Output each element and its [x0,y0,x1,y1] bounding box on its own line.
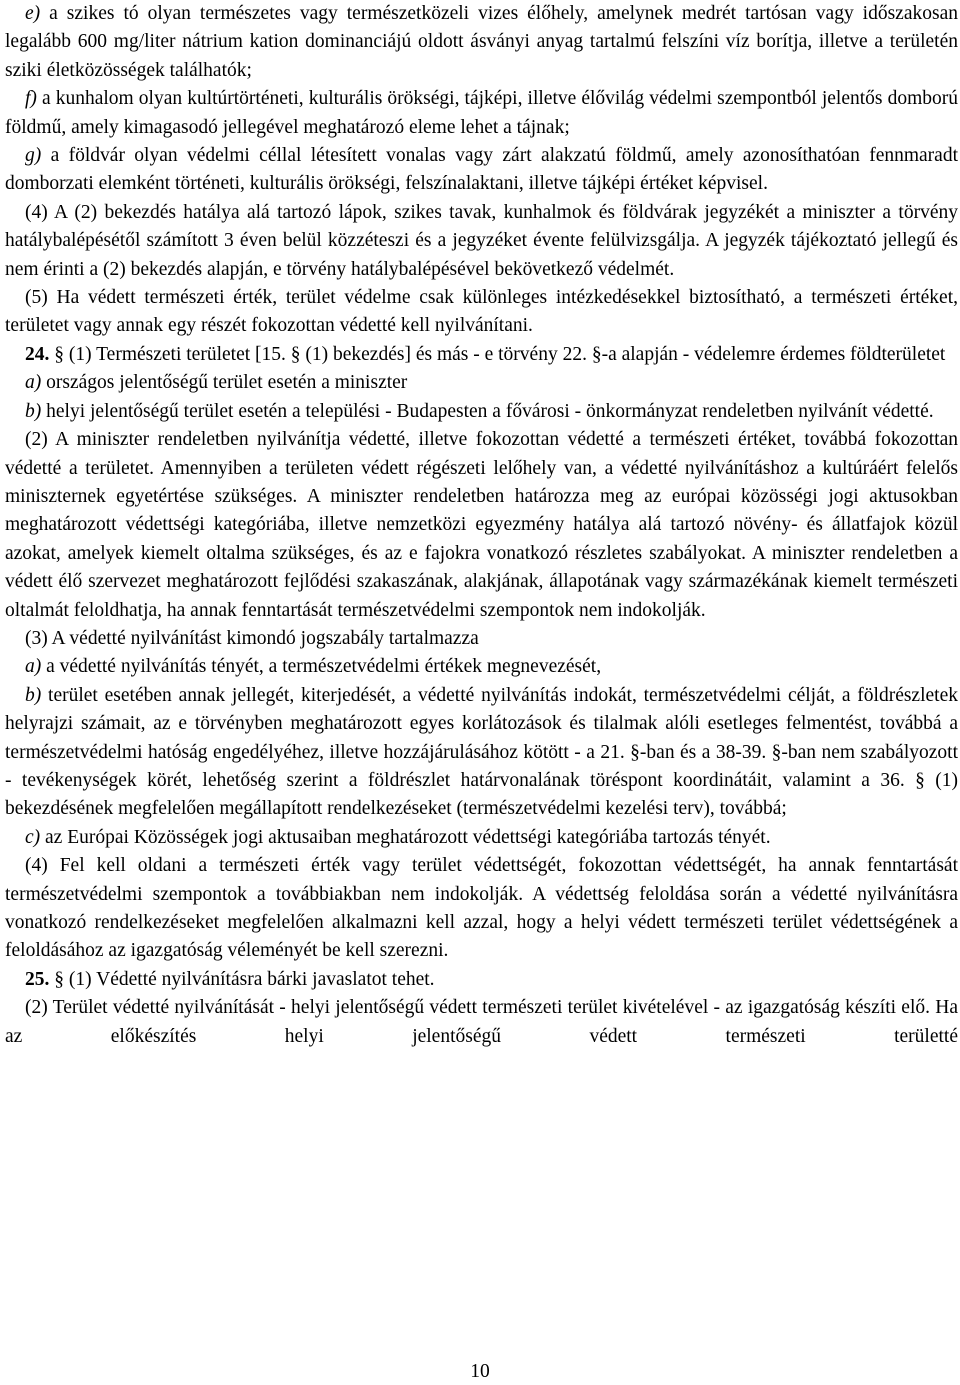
paragraph [5,625,958,653]
list-marker: e) [25,3,41,24]
section-number: 24. [25,343,50,365]
paragraph-text: országos jelentőségű terület esetén a miniszter [41,372,408,394]
paragraph-text: a kunhalom olyan kultúrtörténeti, kulturális örökségi, tájképi, illetve élővilág védelmi szempontból jelentős domború földmű, amely kimagasodó jellegével meghatározó eleme lehet a tájnak; [5,88,958,138]
paragraph-text: terület esetében annak jellegét, kiterjedését, a védetté nyilvánítás indokát, természetvédelmi célját, a földrészletek helyrajzi számait, az e törvényben meghatározott egyes korlátozások és tilalmak alóli esetleges felmentést, továbbá a természetvédelmi hatóság engedélyéhez, illetve hozzájárulásához kötött - a 21. §-ban és a 38-39. §-ban nem szabályozott - tevékenységek körét, lehetőség szerint a földrészlet határvonalának töréspont koordinátáit, valamint a 36. § (1) bekezdésének megfelelően megállapított rendelkezéseket (természetvédelmi kezelési terv), továbbá; [5,684,958,820]
paragraph [5,966,958,994]
list-marker: g) [25,145,42,167]
paragraph [5,398,958,426]
paragraph-text: (2) Terület védetté nyilvánítását - helyi jelentőségű védett természeti terület kivételével - az igazgatóság készíti elő. Ha az előkészítés helyi jelentőségű védett természeti területté [5,997,958,1047]
paragraph [5,0,958,85]
paragraph-text: § (1) Természeti területet [15. § (1) bekezdés] és más - e törvény 22. §-a alapján - védelemre érdemes földterületet [49,343,946,365]
paragraph [5,85,958,142]
paragraph [5,284,958,341]
paragraph [5,142,958,199]
paragraph-text: a földvár olyan védelmi céllal létesített vonalas vagy zárt alakzatú földmű, amely azonosíthatóan fennmaradt domborzati elemként történeti, kulturális örökségi, felszínalaktani, illetve tájképi értéket képvisel. [5,145,958,195]
document-body [5,0,958,1051]
paragraph-text: (5) Ha védett természeti érték, terület védelme csak különleges intézkedésekkel biztosítható, a természeti értéket, területet vagy annak egy részét fokozottan védetté kell nyilvánítani. [5,287,958,337]
list-marker: a) [25,372,42,394]
page-number: 10 [470,1361,490,1382]
document-page [5,0,958,1051]
paragraph [5,824,958,852]
paragraph [5,852,958,966]
paragraph-text: (3) A védetté nyilvánítást kimondó jogszabály tartalmazza [25,627,479,649]
list-marker: b) [25,400,42,422]
section-number: 25. [25,968,50,990]
paragraph-text: a védetté nyilvánítás tényét, a természetvédelmi értékek megnevezését, [41,656,602,678]
paragraph-text: (4) A (2) bekezdés hatálya alá tartozó lápok, szikes tavak, kunhalmok és földvárak jegyzékét a miniszter a törvény hatálybalépésétől számított 3 éven belül közzéteszi és a jegyzéket évente felülvizsgálja. A jegyzék tájékoztató jellegű és nem érinti a (2) bekezdés alapján, e törvény hatálybalépésével bekövetkező védelmét. [5,201,958,280]
list-marker: a) [25,656,42,678]
paragraph [5,341,958,369]
list-marker: f) [25,88,37,110]
paragraph [5,426,958,625]
paragraph-text: § (1) Védetté nyilvánításra bárki javaslatot tehet. [49,968,435,990]
paragraph [5,199,958,284]
paragraph-text: (2) A miniszter rendeletben nyilvánítja védetté, illetve fokozottan védetté a természeti értéket, továbbá fokozottan védetté a területet. Amennyiben a területen védett régészeti lelőhely van, a védetté nyilvánításhoz a kultúráért felelős miniszternek egyetértése szükséges. A miniszter rendeletben határozza meg az európai közösségi jogi aktusokban meghatározott védettségi kategóriába, illetve nemzetközi egyezmény hatálya alá tartozó növény- és állatfajok közül azokat, amelyek kiemelt oltalma szükséges, és az e fajokra vonatkozó részletes szabályokat. A miniszter rendeletben a védett élő szervezet meghatározott fejlődési szakaszának, alakjának, állapotának vagy származékának kiemelt természeti oltalmát feloldhatja, ha annak fenntartását természetvédelmi szempontok nem indokolják. [5,429,958,621]
paragraph [5,653,958,681]
paragraph-text: helyi jelentőségű terület esetén a települési - Budapesten a fővárosi - önkormányzat rendeletben nyilvánít védetté. [41,400,934,422]
list-marker: b) [25,684,42,706]
paragraph-text: a szikes tó olyan természetes vagy természetközeli vizes élőhely, amelynek medrét tartósan vagy időszakosan legalább 600 mg/liter nátrium kation dominanciájú oldott ásványi anyag tartalmú felszíni víz borítja, illetve a területén sziki életközösségek találhatók; [5,3,958,81]
list-marker: c) [25,826,41,848]
paragraph-text: az Európai Közösségek jogi aktusaiban meghatározott védettségi kategóriába tartozás tényét. [40,826,771,848]
paragraph-text: (4) Fel kell oldani a természeti érték vagy terület védettségét, fokozottan védettségét, ha annak fenntartását természetvédelmi szempontok a továbbiakban nem indokolják. A védettség feloldása során a védetté nyilvánításra vonatkozó rendelkezéseket megfelelően alkalmazni kell azzal, hogy a helyi védett természeti terület védettségének a feloldásához az igazgatóság véleményét be kell szerezni. [5,855,958,962]
paragraph [5,369,958,397]
paragraph [5,994,958,1051]
paragraph [5,682,958,824]
